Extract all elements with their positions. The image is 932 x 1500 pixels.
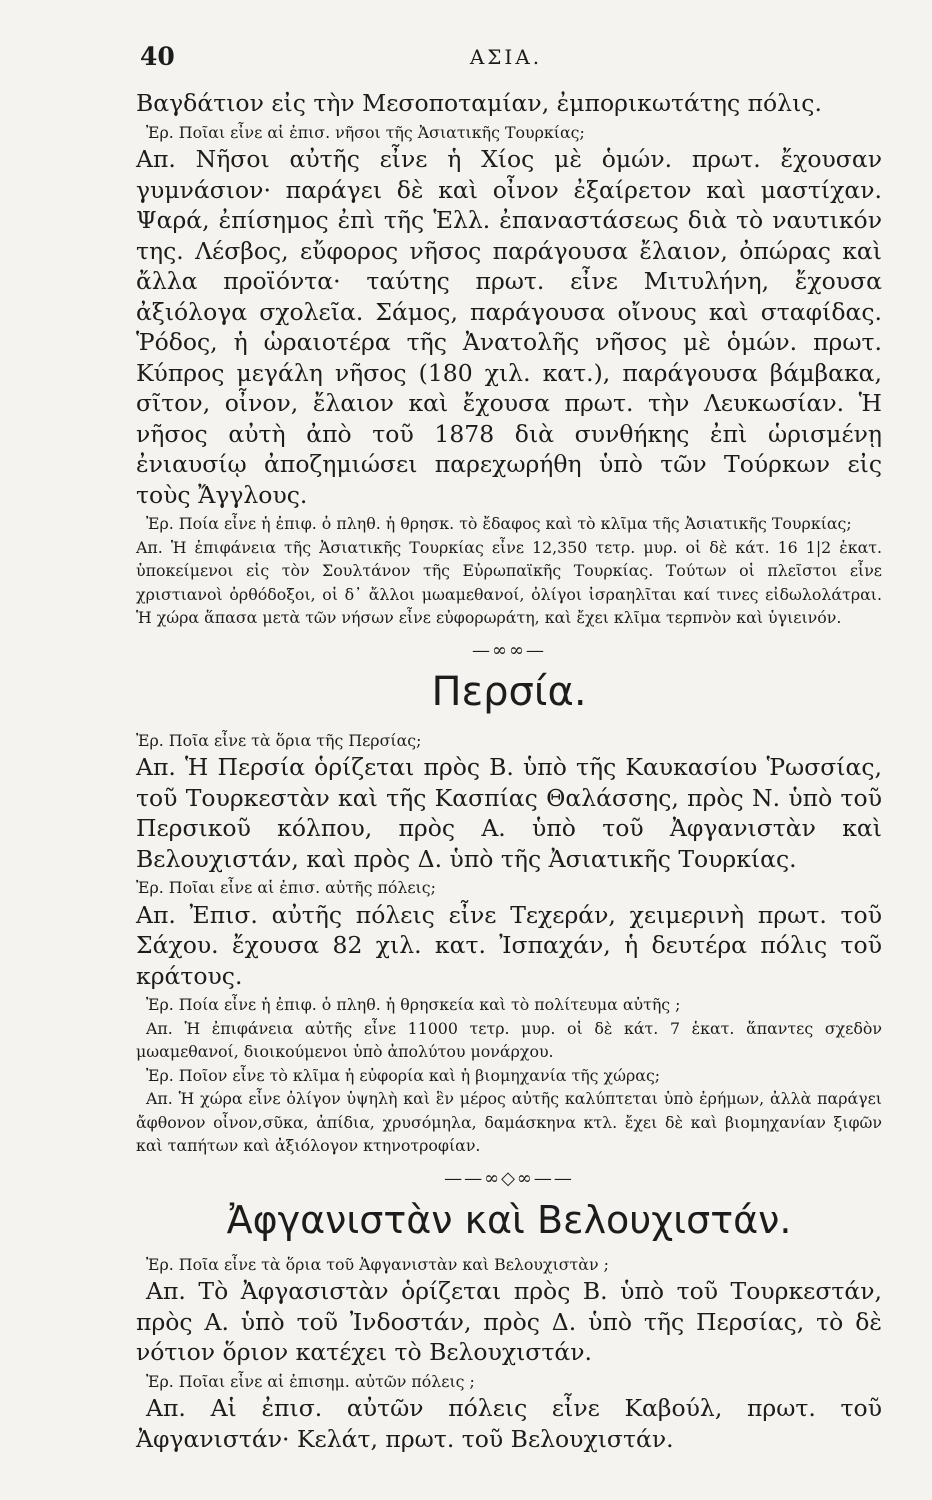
answer-persia-surface: Απ. Ἡ ἐπιφάνεια αὐτῆς εἶνε 11000 τετρ. μυρ. οἱ δὲ κάτ. 7 ἑκατ. ἅπαντες σχεδὸν μωαμεθανοί, διοικούμενοι ὑπὸ ἀπολύτου μονάρχου. (136, 1018, 882, 1061)
section-title-afghanistan: Ἀφγανιστὰν καὶ Βελουχιστάν. (226, 1197, 792, 1242)
question-surface: Ἐρ. Ποία εἶνε ἡ ἐπιφ. ὁ πληθ. ἡ θρησκ. τὸ ἔδαφος καὶ τὸ κλῖμα τῆς Ἀσιατικῆς Τουρκίας; (146, 514, 852, 533)
section-title-persia: Περσία. (431, 668, 587, 715)
question-persia-cities: Ἐρ. Ποῖαι εἶνε αἱ ἐπισ. αὐτῆς πόλεις; (136, 878, 436, 897)
intro-paragraph: Βαγδάτιον εἰς τὴν Μεσοποταμίαν, ἐμπορικωτάτης πόλις. (136, 89, 822, 117)
answer-persia-cities: Απ. Ἐπισ. αὐτῆς πόλεις εἶνε Τεχεράν, χειμερινὴ πρωτ. τοῦ Σάχου. ἔχουσα 82 χιλ. κατ. Ἰσπαχάν, ἡ δευτέρα πόλις τοῦ κράτους. (136, 900, 882, 990)
section-divider: —∞∞— (472, 639, 546, 661)
question-afghanistan-borders: Ἐρ. Ποῖα εἶνε τὰ ὅρια τοῦ Ἀφγανιστὰν καὶ Βελουχιστὰν ; (146, 1254, 609, 1274)
question-persia-climate: Ἐρ. Ποῖον εἶνε τὸ κλῖμα ἡ εὐφορία καὶ ἡ βιομηχανία τῆς χώρας; (146, 1065, 661, 1085)
answer-persia-borders: Απ. Ἡ Περσία ὁρίζεται πρὸς Β. ὑπὸ τῆς Καυκασίου Ῥωσσίας, τοῦ Τουρκεστὰν καὶ τῆς Κασπίας Θαλάσσης, πρὸς Ν. ὑπὸ τοῦ Περσικοῦ κόλπου, πρὸς Α. ὑπὸ τοῦ Ἀφγανιστὰν καὶ Βελουχιστάν, καὶ πρὸς Δ. ὑπὸ τῆς Ἀσιατικῆς Τουρκίας. (136, 753, 882, 873)
answer-surface: Απ. Ἡ ἐπιφάνεια τῆς Ἀσιατικῆς Τουρκίας εἶνε 12,350 τετρ. μυρ. οἱ δὲ κάτ. 16 1|2 ἑκατ. ὑποκείμενοι εἰς τὸν Σουλτάνον τῆς Εὐρωπαϊκῆς Τουρκίας. Τούτων οἱ πλεῖστοι εἶνε χριστιανοὶ ὀρθόδοξοι, οἱ δ᾽ ἄλλοι μωαμεθανοί, ὀλίγοι ἰσραηλῖται καί τινες εἰδωλολάτραι. Ἡ χώρα ἅπασα μετὰ τῶν νήσων εἶνε εὐφορωράτη, καὶ ἔχει κλῖμα τερπνὸν καὶ ὑγιεινόν. (136, 537, 882, 627)
question-persia-borders: Ἐρ. Ποῖα εἶνε τὰ ὅρια τῆς Περσίας; (136, 730, 422, 750)
question-afghanistan-cities: Ἐρ. Ποῖαι εἶνε αἱ ἐπισημ. αὐτῶν πόλεις ; (146, 1371, 475, 1391)
running-title: ΑΣΙΑ. (469, 45, 543, 69)
question-persia-surface: Ἐρ. Ποία εἶνε ἡ ἐπιφ. ὁ πληθ. ἡ θρησκεία καὶ τὸ πολίτευμα αὐτῆς ; (146, 995, 681, 1014)
page-number: 40 (140, 42, 175, 71)
question-islands: Ἐρ. Ποῖαι εἶνε αἱ ἐπισ. νῆσοι τῆς Ἀσιατικῆς Τουρκίας; (146, 122, 585, 142)
page-content (136, 88, 882, 1454)
answer-afghanistan-borders: Απ. Τὸ Ἀφγασιστὰν ὁρίζεται πρὸς Β. ὑπὸ τοῦ Τουρκεστάν, πρὸς Α. ὑπὸ τοῦ Ἰνδοστάν, πρὸς Δ. ὑπὸ τῆς Περσίας, τὸ δὲ νότιον ὅριον κατέχει τὸ Βελουχιστάν. (136, 1277, 882, 1366)
answer-persia-climate: Απ. Ἡ χώρα εἶνε ὀλίγον ὑψηλὴ καὶ ἓν μέρος αὐτῆς καλύπτεται ὑπὸ ἐρήμων, ἀλλὰ παράγει ἄφθονον οἶνον,σῦκα, ἀπίδια, χρυσόμηλα, δαμάσκηνα κτλ. ἔχει δὲ καὶ βιομηχανίαν ξιφῶν καὶ ταπήτων καὶ ἀξιόλογον κτηνοτροφίαν. (136, 1089, 882, 1155)
answer-afghanistan-cities: Απ. Αἱ ἐπισ. αὐτῶν πόλεις εἶνε Καβούλ, πρωτ. τοῦ Ἀφγανιστάν· Κελάτ, πρωτ. τοῦ Βελουχιστάν. (136, 1394, 882, 1453)
section-divider-2: ——∞◇∞—— (444, 1167, 574, 1189)
page-header (140, 42, 872, 82)
answer-islands: Απ. Νῆσοι αὐτῆς εἶνε ἡ Χίος μὲ ὁμών. πρωτ. ἔχουσαν γυμνάσιον· παράγει δὲ καὶ οἶνον ἐξαίρετον καὶ μαστίχαν. Ψαρά, ἐπίσημος ἐπὶ τῆς Ἑλλ. ἐπαναστάσεως διὰ τὸ ναυτικόν της. Λέσβος, εὔφορος νῆσος παράγουσα ἔλαιον, ὀπώρας καὶ ἄλλα προϊόντα· ταύτης πρωτ. εἶνε Μιτυλήνη, ἔχουσα ἀξιόλογα σχολεῖα. Σάμος, παράγουσα οἴνους καὶ σταφίδας. Ῥόδος, ἡ ὡραιοτέρα τῆς Ἀνατολῆς νῆσος μὲ ὁμών. πρωτ. Κύπρος μεγάλη νῆσος (180 χιλ. κατ.), παράγουσα βάμβακα, σῖτον, οἶνον, ἔλαιον καὶ ἔχουσα πρωτ. τὴν Λευκωσίαν. Ἡ νῆσος αὐτὴ ἀπὸ τοῦ 1878 διὰ συνθήκης ἐπὶ ὡρισμένῃ ἐνιαυσίῳ ἀποζημιώσει παρεχωρήθη ὑπὸ τῶν Τούρκων εἰς τοὺς Ἄγγλους. (136, 145, 882, 509)
